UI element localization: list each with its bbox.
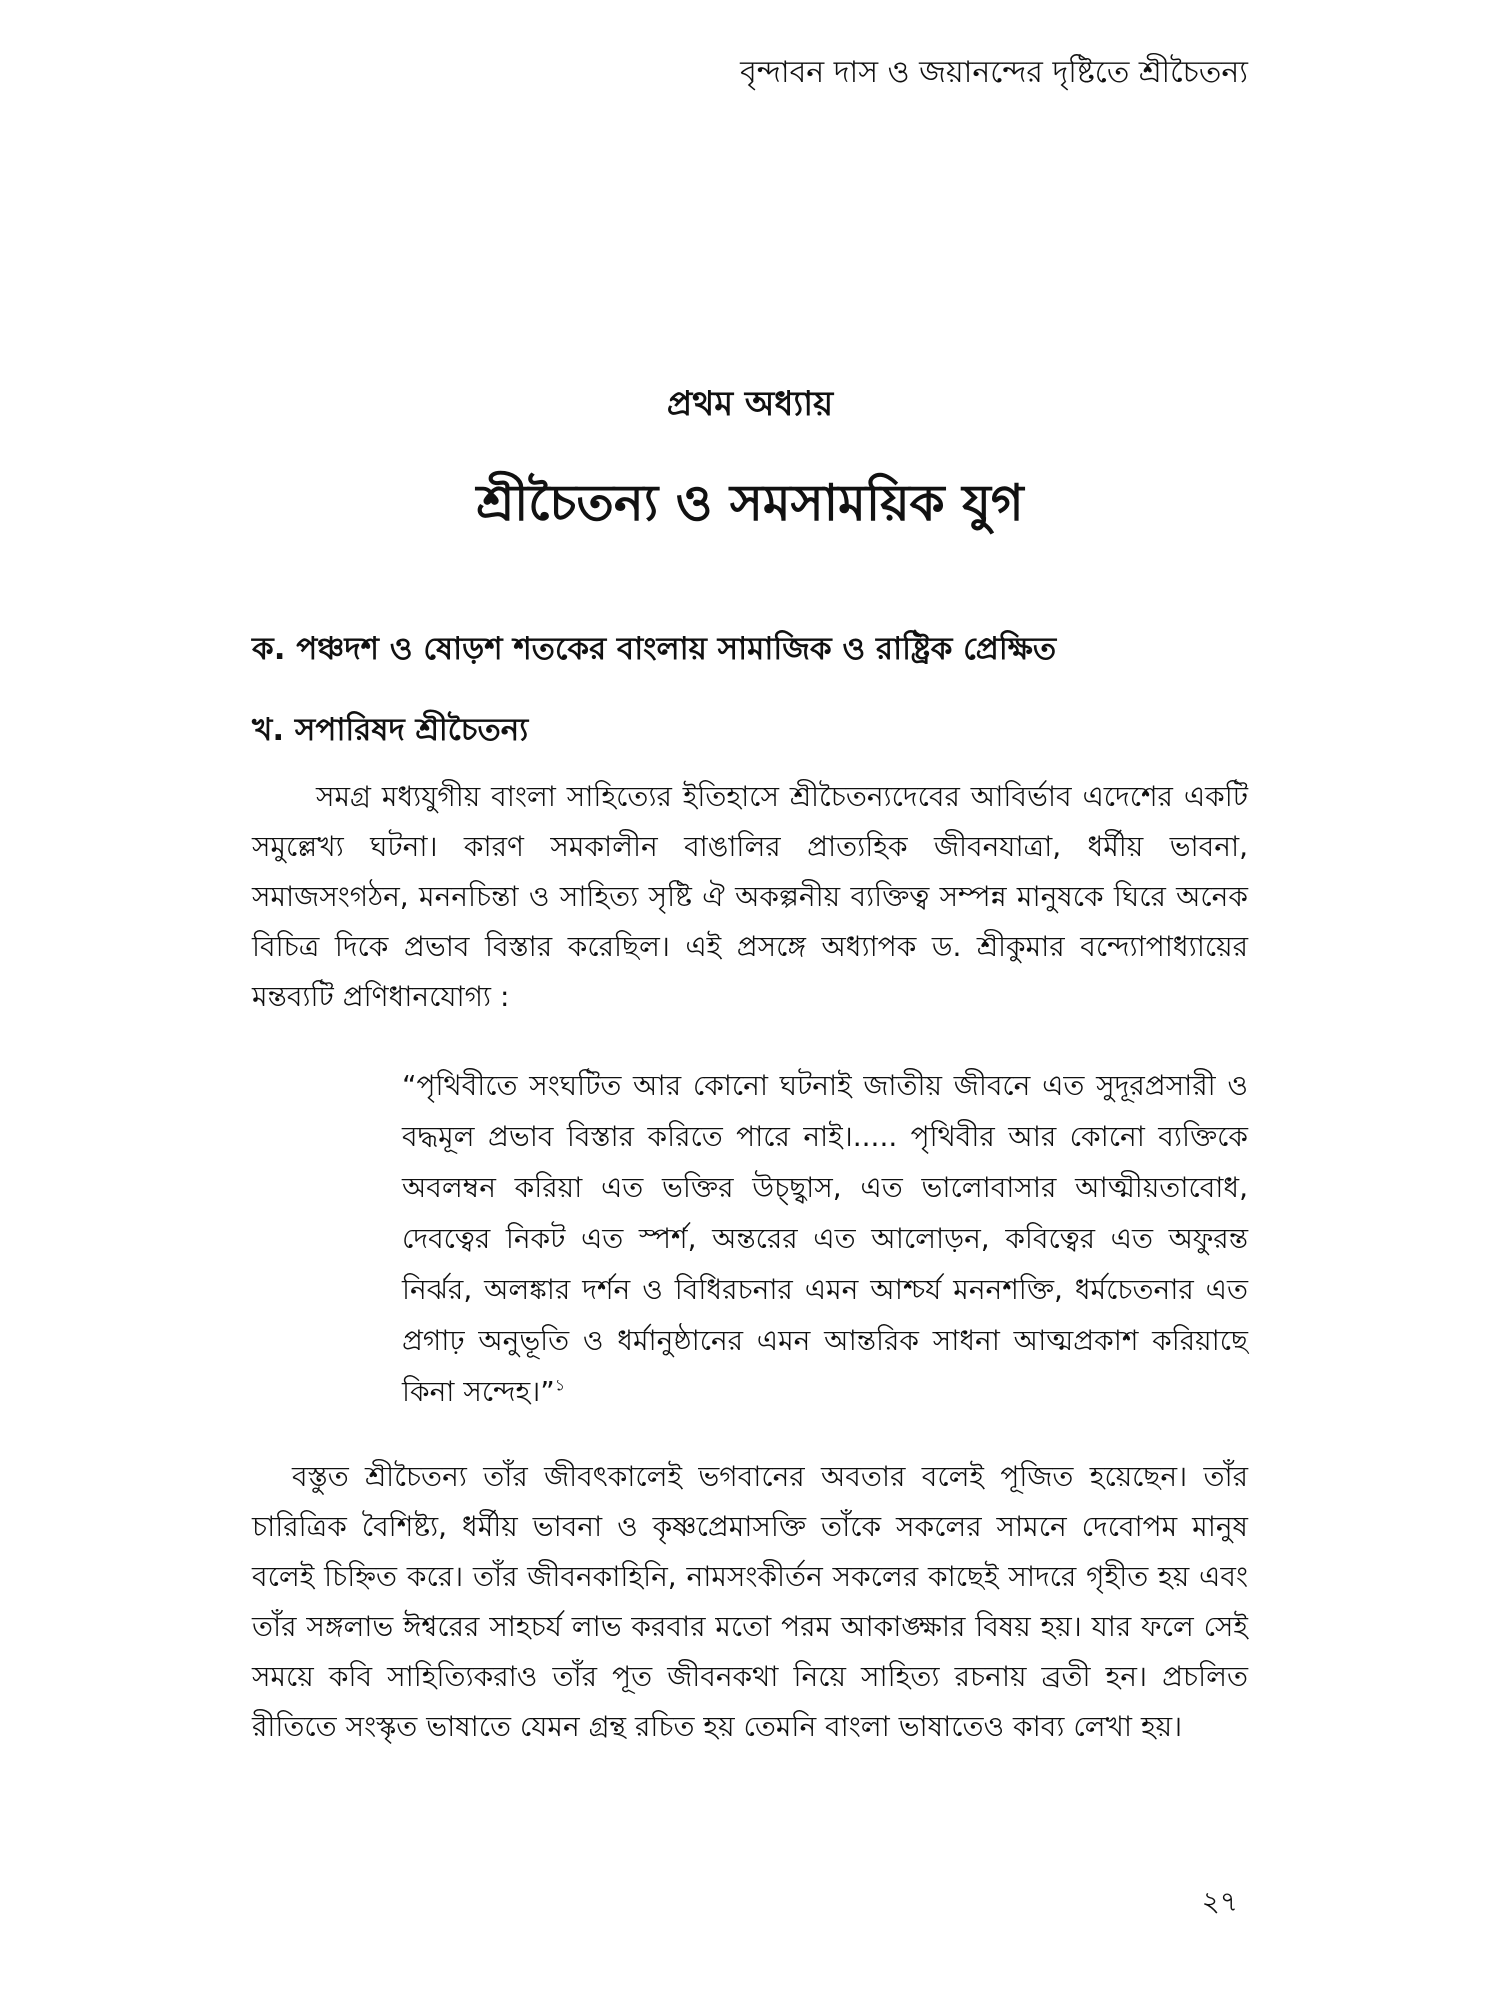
block-quote — [402, 1060, 1248, 1417]
running-header: বৃন্দাবন দাস ও জয়ানন্দের দৃষ্টিতে শ্রীচৈতন্য — [740, 55, 1248, 90]
footnote-mark: ১ — [554, 1375, 566, 1395]
chapter-label: প্রথম অধ্যায় — [666, 384, 834, 424]
page-number: ২৭ — [1201, 1885, 1238, 1918]
body-paragraph-2: বস্তুত শ্রীচৈতন্য তাঁর জীবৎকালেই ভগবানের অবতার বলেই পূজিত হয়েছেন। তাঁর চারিত্রিক বৈশিষ্ট্য, ধর্মীয় ভাবনা ও কৃষ্ণপ্রেমাসক্তি তাঁকে সকলের সামনে দেবোপম মানুষ বলেই চিহ্নিত করে। তাঁর জীবনকাহিনি, নামসংকীর্তন সকলের কাছেই সাদরে গৃহীত হয় এবং তাঁর সঙ্গলাভ ঈশ্বরের সাহচর্য লাভ করবার মতো পরম আকাঙ্ক্ষার বিষয় হয়। যার ফলে সেই সময়ে কবি সাহিত্যিকরাও তাঁর পূত জীবনকথা নিয়ে সাহিত্য রচনায় ব্রতী হন। প্রচলিত রীতিতে সংস্কৃত ভাষাতে যেমন গ্রন্থ রচিত হয় তেমনি বাংলা ভাষাতেও কাব্য লেখা হয়। — [252, 1460, 1248, 1743]
chapter-title: শ্রীচৈতন্য ও সমসাময়িক যুগ — [476, 474, 1024, 532]
section-heading-kha: খ. সপারিষদ শ্রীচৈতন্য — [252, 712, 529, 748]
block-quote-text: “পৃথিবীতে সংঘটিত আর কোনো ঘটনাই জাতীয় জীবনে এত সুদূরপ্রসারী ও বদ্ধমূল প্রভাব বিস্তার করিতে পারে নাই।..... পৃথিবীর আর কোনো ব্যক্তিকে অবলম্বন করিয়া এত ভক্তির উচ্ছ্বাস, এত ভালোবাসার আত্মীয়তাবোধ, দেবত্বের নিকট এত স্পর্শ, অন্তরের এত আলোড়ন, কবিত্বের এত অফুরন্ত নির্ঝর, অলঙ্কার দর্শন ও বিধিরচনার এমন আশ্চর্য মননশক্তি, ধর্মচেতনার এত প্রগাঢ় অনুভূতি ও ধর্মানুষ্ঠানের এমন আন্তরিক সাধনা আত্মপ্রকাশ করিয়াছে কিনা সন্দেহ।” — [402, 1069, 1248, 1408]
body-paragraph-1: সমগ্র মধ্যযুগীয় বাংলা সাহিত্যের ইতিহাসে শ্রীচৈতন্যদেবের আবির্ভাব এদেশের একটি সমুল্লেখ্য ঘটনা। কারণ সমকালীন বাঙালির প্রাত্যহিক জীবনযাত্রা, ধর্মীয় ভাবনা, সমাজসংগঠন, মননচিন্তা ও সাহিত্য সৃষ্টি ঐ অকল্পনীয় ব্যক্তিত্ব সম্পন্ন মানুষকে ঘিরে অনেক বিচিত্র দিকে প্রভাব বিস্তার করেছিল। এই প্রসঙ্গে অধ্যাপক ড. শ্রীকুমার বন্দ্যোপাধ্যায়ের মন্তব্যটি প্রণিধানযোগ্য : — [252, 780, 1248, 1013]
section-heading-ka: ক. পঞ্চদশ ও ষোড়শ শতকের বাংলায় সামাজিক ও রাষ্ট্রিক প্রেক্ষিত — [252, 631, 1057, 667]
